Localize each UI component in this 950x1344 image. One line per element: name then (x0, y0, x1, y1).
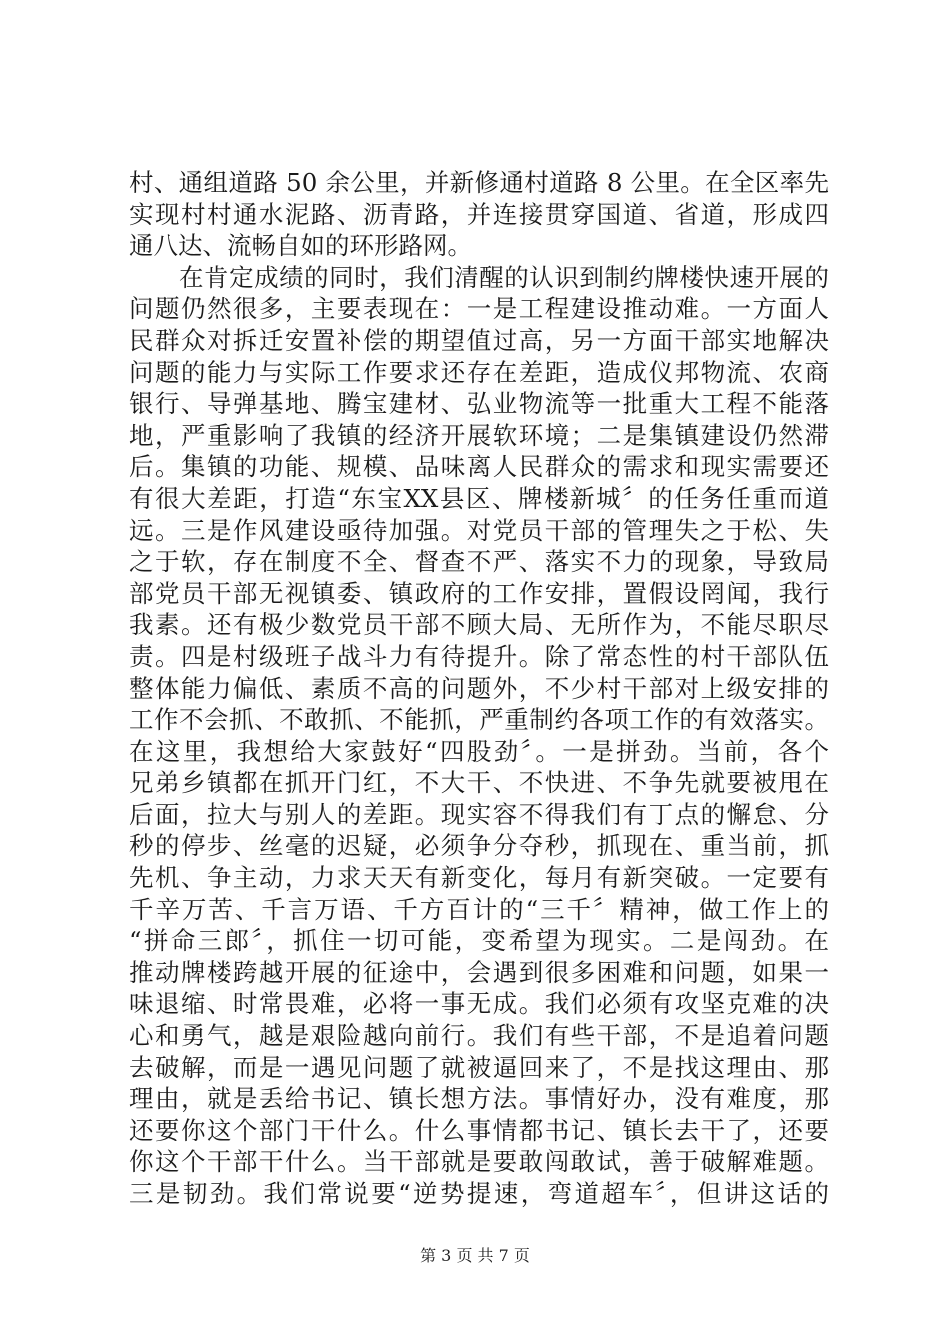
text-line: 味退缩、时常畏难，必将一事无成。我们必须有攻坚克难的决 (129, 989, 829, 1019)
text-line: 地，严重影响了我镇的经济开展软环境；二是集镇建设仍然滞 (129, 420, 829, 450)
text-line: 问题的能力与实际工作要求还存在差距，造成仪邦物流、农商 (129, 357, 829, 387)
text-line: 千辛万苦、千言万语、千方百计的“三千〞精神，做工作上的 (129, 894, 829, 924)
text-line: 民群众对拆迁安置补偿的期望值过高，另一方面干部实地解决 (129, 325, 829, 355)
text-line: 你这个干部干什么。当干部就是要敢闯敢试，善于破解难题。 (129, 1147, 829, 1177)
text-line: 村、通组道路 50 余公里，并新修通村道路 8 公里。在全区率先 (129, 168, 829, 197)
text-line: 心和勇气，越是艰险越向前行。我们有些干部，不是追着问题 (129, 1021, 829, 1051)
text-line: 实现村村通水泥路、沥青路，并连接贯穿国道、省道，形成四 (129, 199, 829, 229)
text-line: 理由，就是丢给书记、镇长想方法。事情好办，没有难度，那 (129, 1084, 829, 1114)
text-line: 在这里，我想给大家鼓好“四股劲〞。一是拼劲。当前，各个 (129, 736, 829, 766)
text-line: 之于软，存在制度不全、督查不严、落实不力的现象，导致局 (129, 547, 829, 577)
text-line: 通八达、流畅自如的环形路网。 (129, 231, 472, 261)
text-line: 远。三是作风建设亟待加强。对党员干部的管理失之于松、失 (129, 515, 829, 545)
text-line: 秒的停步、丝毫的迟疑，必须争分夺秒，抓现在、重当前，抓 (129, 831, 829, 861)
text-line: 兄弟乡镇都在抓开门红，不大干、不快进、不争先就要被甩在 (129, 768, 829, 798)
text-line: 后。集镇的功能、规模、品味离人民群众的需求和现实需要还 (129, 452, 829, 482)
text-line: 责。四是村级班子战斗力有待提升。除了常态性的村干部队伍 (129, 641, 829, 671)
text-line: 问题仍然很多，主要表现在：一是工程建设推动难。一方面人 (129, 294, 829, 324)
text-line: “拼命三郎〞，抓住一切可能，变希望为现实。二是闯劲。在 (129, 926, 829, 956)
text-line: 在肯定成绩的同时，我们清醒的认识到制约牌楼快速开展的 (129, 262, 829, 292)
text-line: 去破解，而是一遇见问题了就被逼回来了，不是找这理由、那 (129, 1052, 829, 1082)
text-line: 后面，拉大与别人的差距。现实容不得我们有丁点的懈怠、分 (129, 799, 829, 829)
page-footer: 第 3 页 共 7 页 (420, 1246, 530, 1265)
text-line: 先机、争主动，力求天天有新变化，每月有新突破。一定要有 (129, 863, 829, 893)
text-line: 还要你这个部门干什么。什么事情都书记、镇长去干了，还要 (129, 1115, 829, 1145)
text-line: 整体能力偏低、素质不高的问题外，不少村干部对上级安排的 (129, 673, 829, 703)
text-line: 我素。还有极少数党员干部不顾大局、无所作为，不能尽职尽 (129, 610, 829, 640)
body-text (129, 167, 829, 1210)
text-line: 部党员干部无视镇委、镇政府的工作安排，置假设罔闻，我行 (129, 578, 829, 608)
text-line: 推动牌楼跨越开展的征途中，会遇到很多困难和问题，如果一 (129, 957, 829, 987)
text-line: 有很大差距，打造“东宝XX县区、牌楼新城〞的任务任重而道 (129, 483, 829, 513)
text-line: 银行、导弹基地、腾宝建材、弘业物流等一批重大工程不能落 (129, 389, 829, 419)
text-line: 工作不会抓、不敢抓、不能抓，严重制约各项工作的有效落实。 (129, 705, 829, 735)
text-line: 三是韧劲。我们常说要“逆势提速，弯道超车〞，但讲这话的 (129, 1179, 829, 1208)
